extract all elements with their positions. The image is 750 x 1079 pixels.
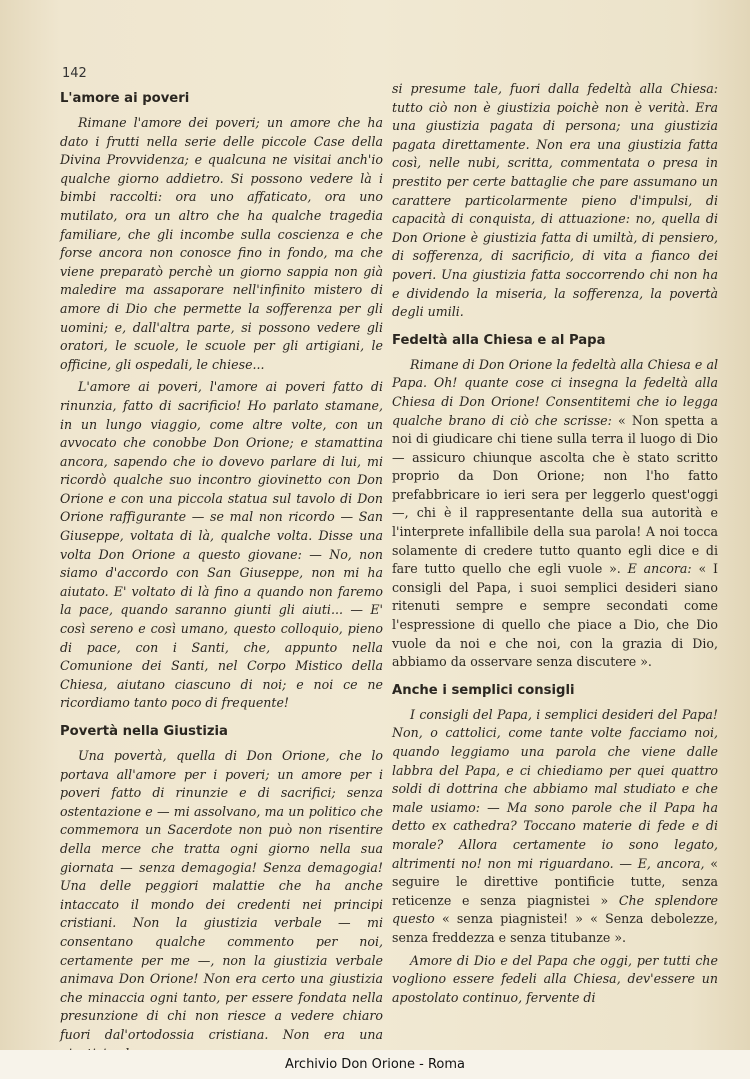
archive-footer: Archivio Don Orione - Roma (0, 1050, 750, 1079)
quote: « I consigli del Papa, i suoi semplici desideri siano ritenuti sempre e sempre secondati come l'espressione di quello che piace a Dio, che Dio vuole da noi e che noi, con la grazia di Dio, abbiamo da osservare senza discutere ». (392, 561, 718, 670)
paragraph (392, 706, 718, 948)
text: Rimane di Don Orione la fedeltà alla Chiesa e al Papa. Oh! quante cose ci insegna la fedeltà alla Chiesa di Don Orione! Consentitemi che io legga qualche brano di ciò che scrisse: (392, 356, 718, 428)
paragraph-continuation: si presume tale, fuori dalla fedeltà alla Chiesa: tutto ciò non è giustizia poichè non è verità. Era una giustizia pagata di persona; una giustizia pagata direttamente. Non era una giustizia fatta così, nelle nubi, scritta, commentata o presa in prestito per certe battaglie che pare assumano un carattere particolarmente pieno d'impulsi, di capacità di conquista, di attuazione: no, quella di Don Orione è giustizia fatta di umiltà, di pensiero, di sofferenza, di sacrificio, di vita a fianco dei poveri. Una giustizia fatta soccorrendo chi non ha e dividendo la miseria, la sofferenza, la povertà degli umili. (392, 81, 718, 320)
paragraph: Amore di Dio e del Papa che oggi, per tutti che vogliono essere fedeli alla Chiesa, dev'essere un apostolato continuo, fervente di (392, 952, 718, 1005)
paragraph (392, 356, 718, 672)
paragraph: Una povertà, quella di Don Orione, che lo portava all'amore per i poveri; un amore per i poveri fatto di rinunzie e di sacrifici; senza ostentazione e — mi assolvano, ma un politico che commemora un Sacerdote non può non risentire della merce che tratta ogni giorno nella sua giornata — senza demagogia! Senza demagogia! Una delle peggiori malattie che ha anche intaccato il mondo dei credenti nei principi cristiani. Non la giustizia verbale — mi consentano qualche commento per noi, certamente per me —, non la giustizia verbale animava Don Orione! Non era certo una giustizia che minaccia ogni tanto, per essere fondata nella presunzione di chi non riesce a vedere chiaro fuori dal'ortodossia cristiana. Non era una (60, 748, 383, 1042)
section-title-fedelta-chiesa: Fedeltà alla Chiesa e al Papa (392, 332, 606, 348)
quote: « senza piagnistei! » « Senza debolezze, senza freddezza e senza titubanze ». (392, 911, 718, 945)
page-number: 142 (62, 66, 87, 81)
quote: « seguire le direttive pontificie tutte, senza reticenze e senza piagnistei » (392, 855, 718, 908)
text: I consigli del Papa, i semplici desideri del Papa! Non, o cattolici, come tante volte facciamo noi, quando leggiamo una parola che viene dalle labbra del Papa, e ci chiediamo per quei quattro soldi di dottrina che abbiamo mal studiato e che male usiamo: — Ma sono parole che il Papa ha detto ex cathedra? Toccano materie di fede e di morale? Allora certamente io sono legato, altrimenti no! non mi riguardano. — E, ancora, (392, 706, 718, 871)
right-column (392, 80, 718, 1011)
section-title-poverta-giustizia: Povertà nella Giustizia (60, 724, 228, 739)
quote: « Non spetta a noi di giudicare chi tiene sulla terra il luogo di Dio — assicuro chiunque ascolta che è stato scritto proprio da Don Orione; non l'ho fatto prefabbricare io ieri sera per leggerlo quest'oggi —, chi è il rappresentante della sua autorità e l'interprete infallibile della sua parola! A noi tocca solamente di credere tutto quanto egli dice e di fare tutto quello che egli vuole ». (392, 412, 718, 577)
section-title-semplici-consigli: Anche i semplici consigli (392, 682, 575, 698)
paragraph: L'amore ai poveri, l'amore ai poveri fatto di rinunzia, fatto di sacrificio! Ho parlato stamane, in un lungo viaggio, come altre volte, con un avvocato che conobbe Don Orione; e stamattina ancora, sapendo che io dovevo parlare di lui, mi ricordò qualche suo incontro giovinetto con Don Orione e con una piccola statua sul tavolo di Don Orione raffigurante — se mal non ricordo — San Giuseppe, voltata di là, qualche volta. Disse una volta Don Orione a questo giovane: — No, non siamo d'accordo con San Giuseppe, non mi ha aiutato. E' voltato di là fino a quando non faremo la pace, quando saranno giunti gli aiuti... — E' così sereno e così umano, questo colloquio, pieno di pace, con i Santi, che, appunto nella Comunione dei Santi, nel Corpo Mistico della Chiesa, aiutano ciascuno di noi; e noi ce ne ricordiamo tanto poco di frequente! (60, 379, 383, 711)
text: E ancora: (627, 561, 692, 577)
paragraph: Rimane l'amore dei poveri; un amore che ha dato i frutti nella serie delle piccole Case della Divina Provvidenza; e qualcuna ne visitai anch'io qualche giorno addietro. Si possono vedere là i bimbi raccolti: ora uno affaticato, ora uno mutilato, ora un altro che ha qualche tragedia familiare, che gli incombe sulla coscienza e che forse ancora non conosce fino in fondo, ma che viene preparatò perchè un giorno sappia non già maledire ma assaporare nell'infinito mistero di amore di Dio che permette la sofferenza per gli uomini; e, dall'altra parte, si possono vedere gli oratori, le scuole, le scuole per gli artigiani, le officine, gli ospedali, le chiese... (60, 115, 383, 372)
section-title-amore-poveri: L'amore ai poveri (60, 91, 190, 106)
left-column (60, 90, 383, 1067)
text: Che splendore questo (392, 892, 718, 927)
